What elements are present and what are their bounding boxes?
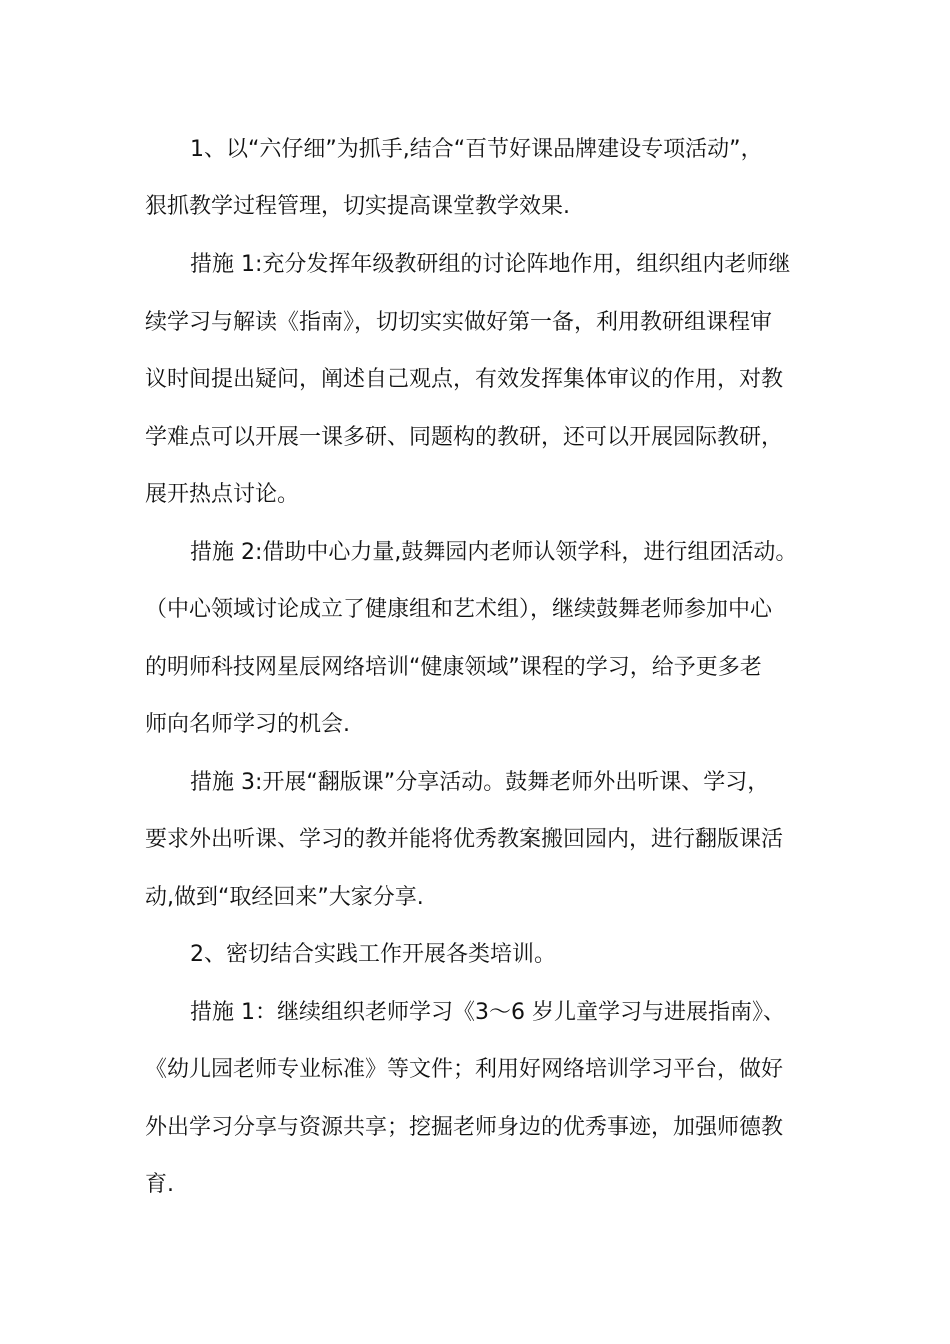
text-line: 1、以“六仔细”为抓手,结合“百节好课品牌建设专项活动”， bbox=[190, 137, 763, 162]
text-line: 展开热点讨论。 bbox=[145, 482, 300, 507]
text-line: 2、密切结合实践工作开展各类培训。 bbox=[190, 942, 556, 967]
text-line: 外出学习分享与资源共享；挖掘老师身边的优秀事迹，加强师德教 bbox=[145, 1115, 784, 1140]
text-line: 育. bbox=[145, 1172, 174, 1197]
text-line: 措施 1:充分发挥年级教研组的讨论阵地作用，组织组内老师继 bbox=[190, 252, 791, 277]
text-line: 续学习与解读《指南》，切切实实做好第一备，利用教研组课程审 bbox=[145, 310, 773, 335]
text-line: 动,做到“取经回来”大家分享. bbox=[145, 885, 424, 910]
text-line: 措施 2:借助中心力量,鼓舞园内老师认领学科，进行组团活动。 bbox=[190, 540, 798, 565]
text-line: 要求外出听课、学习的教并能将优秀教案搬回园内，进行翻版课活 bbox=[145, 827, 784, 852]
text-line: （中心领域讨论成立了健康组和艺术组），继续鼓舞老师参加中心 bbox=[145, 597, 773, 622]
text-line: 狠抓教学过程管理，切实提高课堂教学效果. bbox=[145, 194, 570, 219]
text-line: 学难点可以开展一课多研、同题构的教研，还可以开展园际教研， bbox=[145, 425, 784, 450]
text-line: 的明师科技网星辰网络培训“健康领域”课程的学习，给予更多老 bbox=[145, 655, 762, 680]
text-line: 议时间提出疑问，阐述自己观点，有效发挥集体审议的作用，对教 bbox=[145, 367, 784, 392]
text-line: 《幼儿园老师专业标准》等文件；利用好网络培训学习平台，做好 bbox=[145, 1057, 784, 1082]
text-line: 师向名师学习的机会. bbox=[145, 712, 350, 737]
text-line: 措施 3:开展“翻版课”分享活动。鼓舞老师外出听课、学习， bbox=[190, 770, 770, 795]
text-line: 措施 1：继续组织老师学习《3～6 岁儿童学习与进展指南》、 bbox=[190, 1000, 785, 1025]
